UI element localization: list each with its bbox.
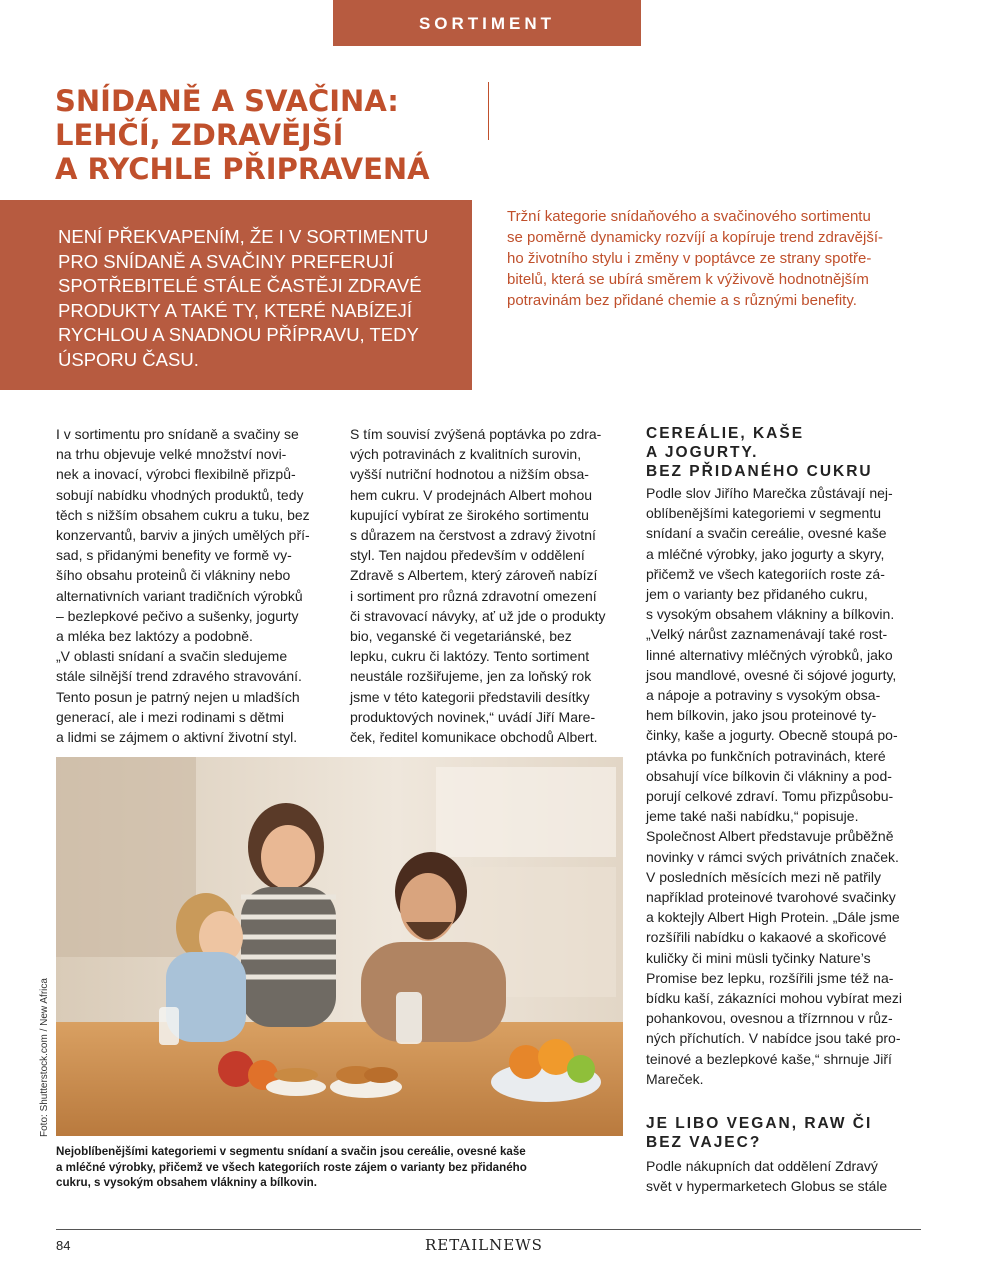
photo-credit: Foto: Shutterstock.com / New Africa bbox=[39, 978, 50, 1137]
text-line: pohankovou, ovesnou a třízrnnou v růz- bbox=[646, 1010, 893, 1027]
subheading-cereals bbox=[646, 424, 873, 481]
text-line: Tento posun je patrný nejen u mladších bbox=[56, 688, 300, 705]
text-line: šího obsahu proteinů či vlákniny nebo bbox=[56, 567, 291, 584]
text-line: obsahují více bílkovin či vlákniny a pod- bbox=[646, 767, 892, 784]
text-line: Promise bez lepku, rozšířili jsme též na- bbox=[646, 969, 894, 986]
text-line: činky, kaše a jogurty. Obecně stoupá po- bbox=[646, 727, 898, 744]
text-line: vyšší nutriční hodnotou a nižším obsa- bbox=[350, 466, 589, 483]
article-headline bbox=[55, 84, 485, 186]
text-line: či stravovací návyky, ať už jde o produkty bbox=[350, 607, 606, 624]
text-line: svět v hypermarketech Globus se stále bbox=[646, 1178, 888, 1195]
text-line: „V oblasti snídaní a svačin sledujeme bbox=[56, 648, 288, 665]
text-line: ných příchutích. V nabídce jsou také pro- bbox=[646, 1030, 901, 1047]
subheading-line: BEZ PŘIDANÉHO CUKRU bbox=[646, 463, 873, 480]
caption-line: Nejoblíbenějšími kategoriemi v segmentu snídaní a svačin jsou cereálie, ovesné kaše bbox=[56, 1145, 526, 1158]
text-line: ček, ředitel komunikace obchodů Albert. bbox=[350, 729, 598, 746]
text-line: jeme také naši nabídku,“ popisuje. bbox=[646, 808, 859, 825]
subheading-line: A JOGURTY. bbox=[646, 444, 759, 461]
text-line: přičemž ve všech kategoriích roste zá- bbox=[646, 565, 885, 582]
text-line: hem cukru. V prodejnách Albert mohou bbox=[350, 486, 593, 503]
text-line: bídku kaší, zákazníci mohou vybírat mezi bbox=[646, 990, 902, 1007]
text-line: teinové a bezlepkové kaše,“ shrnuje Jiří bbox=[646, 1050, 892, 1067]
intro-line: potravinám bez přidané chemie a s různými benefity. bbox=[507, 292, 857, 309]
body-column-1 bbox=[56, 424, 310, 747]
family-breakfast-photo bbox=[56, 757, 623, 1136]
photo-caption bbox=[56, 1144, 626, 1191]
text-line: S tím souvisí zvýšená poptávka po zdra- bbox=[350, 426, 602, 442]
text-line: s důrazem na čerstvost a zdravý životní bbox=[350, 527, 596, 544]
subheading-vegan bbox=[646, 1114, 872, 1152]
text-line: i sortiment pro různá zdravotní omezení bbox=[350, 587, 597, 604]
text-line: a lidmi se zájmem o aktivní životní styl. bbox=[56, 729, 298, 746]
subheading-line: BEZ VAJEC? bbox=[646, 1134, 762, 1151]
text-line: těch s nižším obsahem cukru a tuku, bez bbox=[56, 506, 310, 523]
footer-divider bbox=[56, 1229, 921, 1230]
lead-line: PRO SNÍDANĚ A SVAČINY PREFERUJÍ bbox=[58, 250, 394, 272]
lead-text bbox=[58, 225, 463, 372]
text-line: například proteinové tvarohové svačinky bbox=[646, 889, 896, 906]
text-line: kuličky či mini müsli tyčinky Nature’s bbox=[646, 949, 871, 966]
text-line: alternativních variant tradičních výrobků bbox=[56, 587, 303, 604]
text-line: lepku, cukru či laktózy. Tento sortiment bbox=[350, 648, 590, 665]
text-line: Podle nákupních dat oddělení Zdravý bbox=[646, 1158, 878, 1174]
text-line: Zdravě s Albertem, který zároveň nabízí bbox=[350, 567, 598, 584]
body-column-3 bbox=[646, 483, 902, 1089]
text-line: stále silnější trend zdravého stravování. bbox=[56, 668, 302, 685]
lead-line: PRODUKTY A TAKÉ TY, KTERÉ NABÍZEJÍ bbox=[58, 299, 413, 321]
intro-line: Tržní kategorie snídaňového a svačinového sortimentu bbox=[507, 208, 871, 225]
text-line: a koktejly Albert High Protein. „Dále jsme bbox=[646, 909, 900, 926]
text-line: I v sortimentu pro snídaně a svačiny se bbox=[56, 426, 299, 442]
subheading-line: CEREÁLIE, KAŠE bbox=[646, 425, 805, 442]
text-line: a nápoje a potraviny s vysokým obsa- bbox=[646, 687, 881, 704]
text-line: porují celkové zdraví. Tomu přizpůsobu- bbox=[646, 788, 894, 805]
text-line: V posledních měsících mezi ně patřily bbox=[646, 868, 881, 885]
text-line: a mléčné výrobky, jako jogurty a skyry, bbox=[646, 545, 885, 562]
text-line: jsme v této kategorii představili desítky bbox=[350, 688, 590, 705]
headline-line: LEHČÍ, ZDRAVĚJŠÍ bbox=[55, 118, 344, 152]
photo-illustration bbox=[56, 757, 623, 1136]
intro-line: se poměrně dynamicky rozvíjí a kopíruje trend zdravější- bbox=[507, 229, 883, 246]
headline-line: SNÍDANĚ A SVAČINA: bbox=[55, 84, 399, 118]
text-line: konzervantů, barviv a jiných umělých pří- bbox=[56, 527, 310, 544]
text-line: kupující vybírat ze širokého sortimentu bbox=[350, 506, 589, 523]
text-line: oblíbenějšími kategoriemi v segmentu bbox=[646, 505, 882, 522]
intro-line: ho životního stylu i změny v poptávce ze strany spotře- bbox=[507, 250, 872, 267]
text-line: vých potravinách z kvalitních surovin, bbox=[350, 446, 582, 463]
text-line: a mléka bez laktózy a podobně. bbox=[56, 628, 253, 645]
text-line: „Velký nárůst zaznamenávají také rost- bbox=[646, 626, 888, 643]
headline-line: A RYCHLE PŘIPRAVENÁ bbox=[55, 152, 430, 186]
text-line: ptávka po funkčních potravinách, které bbox=[646, 747, 886, 764]
lead-line: RYCHLOU A SNADNOU PŘÍPRAVU, TEDY bbox=[58, 324, 419, 345]
intro-paragraph bbox=[507, 206, 927, 311]
brand-logo: RETAILNEWS bbox=[425, 1236, 543, 1254]
text-line: jem o varianty bez přidaného cukru, bbox=[646, 586, 868, 603]
text-line: Mareček. bbox=[646, 1070, 704, 1087]
lead-line: ÚSPORU ČASU. bbox=[58, 348, 199, 370]
text-line: sobují nabídku vhodných produktů, tedy bbox=[56, 486, 304, 503]
text-line: s vysokým obsahem vlákniny a bílkovin. bbox=[646, 606, 895, 623]
text-line: nek a inovací, výrobci flexibilně přizpů- bbox=[56, 466, 296, 483]
body-column-3-continued bbox=[646, 1156, 887, 1196]
text-line: neustále rozšiřujeme, jen za loňský rok bbox=[350, 668, 592, 685]
text-line: Společnost Albert představuje průběžně bbox=[646, 828, 894, 845]
text-line: Podle slov Jiřího Marečka zůstávají nej- bbox=[646, 485, 893, 501]
text-line: styl. Ten najdou především v oddělení bbox=[350, 547, 585, 564]
text-line: – bezlepkové pečivo a sušenky, jogurty bbox=[56, 607, 299, 624]
text-line: jsou mandlové, ovesné či sójové jogurty, bbox=[646, 666, 897, 683]
text-line: generací, ale i mezi rodinami s dětmi bbox=[56, 708, 284, 725]
lead-line: NENÍ PŘEKVAPENÍM, ŽE I V SORTIMENTU bbox=[58, 226, 429, 247]
section-tab: SORTIMENT bbox=[333, 0, 641, 46]
text-line: linné alternativy mléčných výrobků, jako bbox=[646, 646, 893, 663]
text-line: rozšířili nabídku o kakaové a skořicové bbox=[646, 929, 887, 946]
text-line: novinky v rámci svých privátních značek. bbox=[646, 848, 899, 865]
lead-line: SPOTŘEBITELÉ STÁLE ČASTĚJI ZDRAVÉ bbox=[58, 275, 422, 296]
body-column-2 bbox=[350, 424, 606, 747]
text-line: sad, s přidanými benefity ve formě vy- bbox=[56, 547, 292, 564]
text-line: na trhu objevuje velké množství novi- bbox=[56, 446, 287, 463]
text-line: bio, veganské či vegetariánské, bez bbox=[350, 628, 572, 645]
caption-line: cukru, s vysokým obsahem vlákniny a bílkovin. bbox=[56, 1176, 317, 1189]
headline-divider bbox=[488, 82, 489, 140]
text-line: snídaní a svačin cereálie, ovesné kaše bbox=[646, 525, 887, 542]
page-number: 84 bbox=[56, 1238, 71, 1253]
text-line: produktových novinek,“ uvádí Jiří Mare- bbox=[350, 708, 596, 725]
text-line: hem bílkovin, jako jsou proteinové ty- bbox=[646, 707, 877, 724]
subheading-line: JE LIBO VEGAN, RAW ČI bbox=[646, 1115, 873, 1132]
intro-line: bitelů, která se ubírá směrem k výživově hodnotnějším bbox=[507, 271, 869, 288]
caption-line: a mléčné výrobky, přičemž ve všech kategoriích roste zájem o varianty bez přidaného bbox=[56, 1160, 527, 1174]
